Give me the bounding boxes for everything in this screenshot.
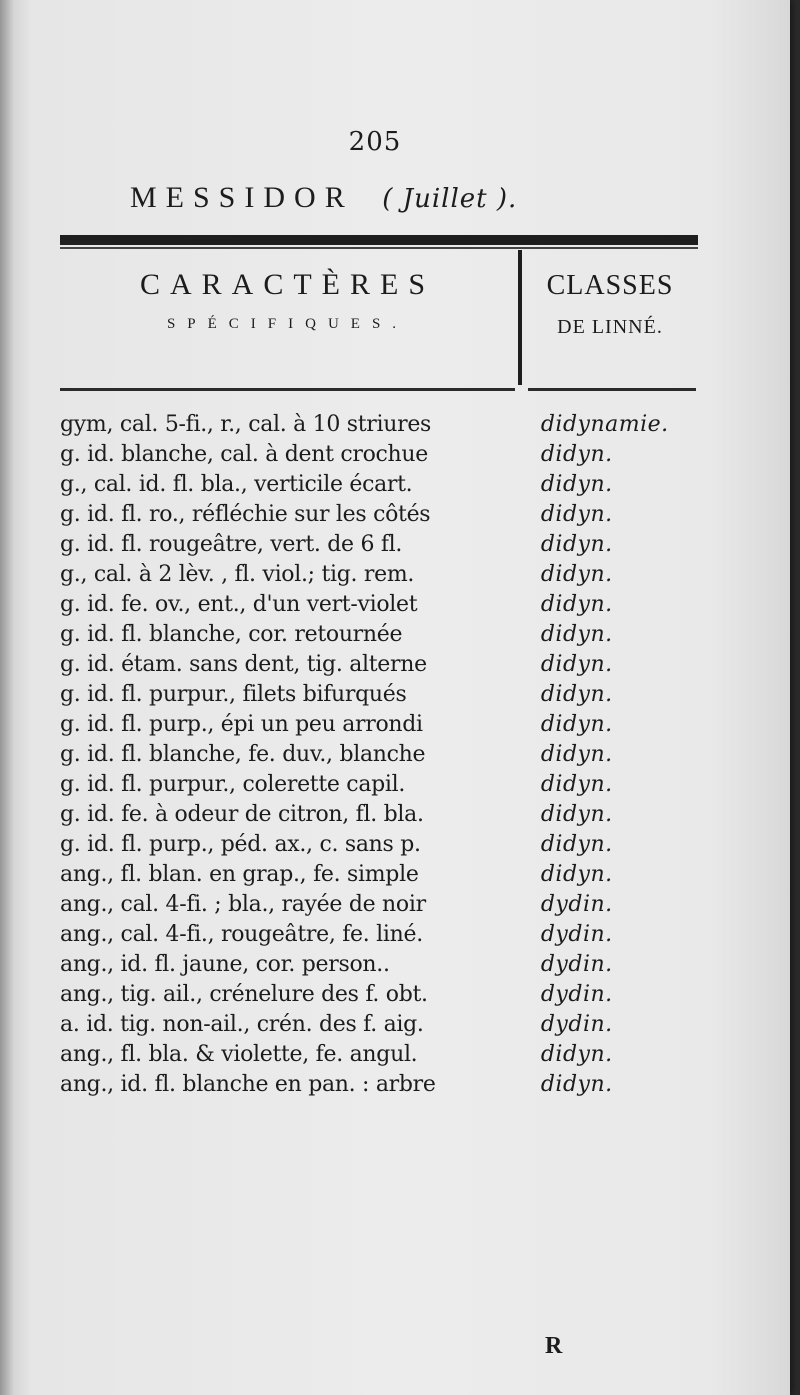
running-header [130, 180, 650, 215]
table-row [60, 860, 720, 890]
linnaean-class: didyn. [540, 682, 613, 707]
specific-character: g., cal. à 2 lèv. , fl. viol.; tig. rem. [60, 562, 415, 587]
left-column-subtitle: SPÉCIFIQUES. [166, 316, 409, 332]
table-row [60, 710, 720, 740]
table-row [60, 800, 720, 830]
specific-character: g. id. fl. purp., épi un peu arrondi [60, 712, 423, 737]
linnaean-class: dydin. [540, 922, 613, 947]
linnaean-class: dydin. [540, 892, 613, 917]
specific-character: g. id. étam. sans dent, tig. alterne [60, 652, 427, 677]
table-row [60, 920, 720, 950]
table-row [60, 770, 720, 800]
table-row [60, 830, 720, 860]
linnaean-class: didyn. [540, 742, 613, 767]
right-heading-rule [528, 388, 696, 391]
linnaean-class: didyn. [540, 562, 613, 587]
specific-character: g. id. blanche, cal. à dent crochue [60, 442, 429, 467]
right-column-subtitle: DE LINNÉ. [557, 316, 663, 338]
specific-character: ang., cal. 4-fi. ; bla., rayée de noir [60, 892, 426, 917]
specific-character: g. id. fl. blanche, cor. retournée [60, 622, 403, 647]
left-column-title: CARACTÈRES [139, 268, 436, 301]
specific-character: ang., fl. blan. en grap., fe. simple [60, 862, 419, 887]
linnaean-class: dydin. [540, 1012, 613, 1037]
header-thick-rule [60, 235, 698, 245]
species-table [60, 410, 720, 1100]
table-row [60, 470, 720, 500]
table-row [60, 410, 720, 440]
specific-character: ang., id. fl. blanche en pan. : arbre [60, 1072, 436, 1097]
table-row [60, 1010, 720, 1040]
left-heading-rule [60, 388, 515, 391]
linnaean-class: dydin. [540, 952, 613, 977]
linnaean-class: didyn. [540, 712, 613, 737]
linnaean-class: didyn. [540, 502, 613, 527]
linnaean-class: didyn. [540, 1042, 613, 1067]
page-edge-shadow [0, 0, 14, 1395]
linnaean-class: didyn. [540, 532, 613, 557]
page-number: 205 [348, 127, 402, 157]
linnaean-class: didyn. [540, 652, 613, 677]
specific-character: gym, cal. 5-fi., r., cal. à 10 striures [60, 412, 432, 437]
right-column-title: CLASSES [546, 270, 674, 301]
specific-character: g. id. fe. à odeur de citron, fl. bla. [60, 802, 424, 827]
specific-character: g. id. fe. ov., ent., d'un vert-violet [60, 592, 418, 617]
specific-character: g. id. fl. ro., réfléchie sur les côtés [60, 502, 431, 527]
table-row [60, 1070, 720, 1100]
table-row [60, 530, 720, 560]
table-row [60, 680, 720, 710]
specific-character: ang., cal. 4-fi., rougeâtre, fe. liné. [60, 922, 423, 947]
specific-character: g. id. fl. purpur., colerette capil. [60, 772, 406, 797]
table-row [60, 440, 720, 470]
table-row [60, 590, 720, 620]
linnaean-class: didyn. [540, 622, 613, 647]
left-column-heading [60, 268, 515, 333]
specific-character: g. id. fl. purpur., filets bifurqués [60, 682, 407, 707]
linnaean-class: didyn. [540, 802, 613, 827]
specific-character: g. id. fl. blanche, fe. duv., blanche [60, 742, 426, 767]
linnaean-class: didyn. [540, 772, 613, 797]
column-divider [518, 250, 522, 385]
specific-character: ang., id. fl. jaune, cor. person.. [60, 952, 390, 977]
specific-character: g. id. fl. rougeâtre, vert. de 6 fl. [60, 532, 403, 557]
table-row [60, 560, 720, 590]
linnaean-class: dydin. [540, 982, 613, 1007]
linnaean-class: didyn. [540, 442, 613, 467]
right-column-heading [525, 270, 695, 339]
linnaean-class: didyn. [540, 832, 613, 857]
linnaean-class: didyn. [540, 1072, 613, 1097]
table-row [60, 650, 720, 680]
table-row [60, 1040, 720, 1070]
specific-character: ang., fl. bla. & violette, fe. angul. [60, 1042, 418, 1067]
month-title: MESSIDOR [130, 181, 354, 214]
table-row [60, 980, 720, 1010]
header-thin-rule [60, 247, 698, 249]
table-row [60, 620, 720, 650]
table-row [60, 740, 720, 770]
table-row [60, 950, 720, 980]
specific-character: g., cal. id. fl. bla., verticile écart. [60, 472, 413, 497]
catchword: R [545, 1333, 563, 1359]
linnaean-class: didyn. [540, 862, 613, 887]
linnaean-class: didyn. [540, 472, 613, 497]
specific-character: g. id. fl. purp., péd. ax., c. sans p. [60, 832, 421, 857]
table-row [60, 890, 720, 920]
specific-character: ang., tig. ail., crénelure des f. obt. [60, 982, 428, 1007]
month-subtitle: ( Juillet ). [382, 184, 518, 214]
specific-character: a. id. tig. non-ail., crén. des f. aig. [60, 1012, 424, 1037]
linnaean-class: didynamie. [540, 412, 669, 437]
table-row [60, 500, 720, 530]
linnaean-class: didyn. [540, 592, 613, 617]
